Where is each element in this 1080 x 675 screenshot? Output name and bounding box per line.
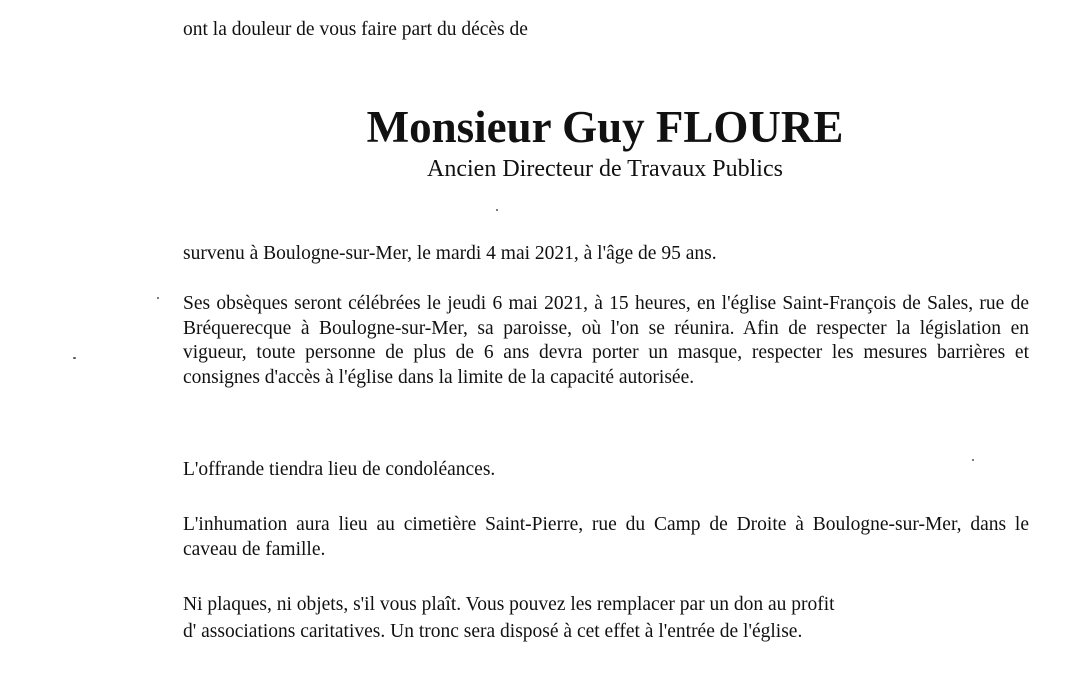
intro-text: ont la douleur de vous faire part du décès de xyxy=(183,19,528,40)
scan-speck xyxy=(157,297,159,299)
scan-speck xyxy=(73,357,76,359)
deceased-name: Monsieur Guy FLOURE xyxy=(366,102,844,152)
flowers-line-2: d' associations caritatives. Un tronc sera disposé à cet effet à l'entrée de l'église. xyxy=(183,621,803,642)
condolences-text: L'offrande tiendra lieu de condoléances. xyxy=(183,459,496,480)
funeral-paragraph: Ses obsèques seront célébrées le jeudi 6 mai 2021, à 15 heures, en l'église Saint-François de Sales, rue de Bréquerecque à Boulogne-sur-Mer, sa paroisse, où l'on se réunira. Afin de respecter la législation en vigueur, toute personne de plus de 6 ans devra porter un masque, respecter les mesures barrières et consignes d'accès à l'église dans la limite de la capacité autorisée. xyxy=(183,293,1029,388)
burial-paragraph: L'inhumation aura lieu au cimetière Saint-Pierre, rue du Camp de Droite à Boulogne-sur-Mer, dans le caveau de famille. xyxy=(183,514,1029,560)
scan-speck xyxy=(496,209,498,211)
scan-speck xyxy=(972,459,974,461)
deceased-position: Ancien Directeur de Travaux Publics xyxy=(427,156,783,182)
flowers-line-1: Ni plaques, ni objets, s'il vous plaît. Vous pouvez les remplacer par un don au profit xyxy=(183,594,835,615)
death-announcement: survenu à Boulogne-sur-Mer, le mardi 4 mai 2021, à l'âge de 95 ans. xyxy=(183,243,717,264)
